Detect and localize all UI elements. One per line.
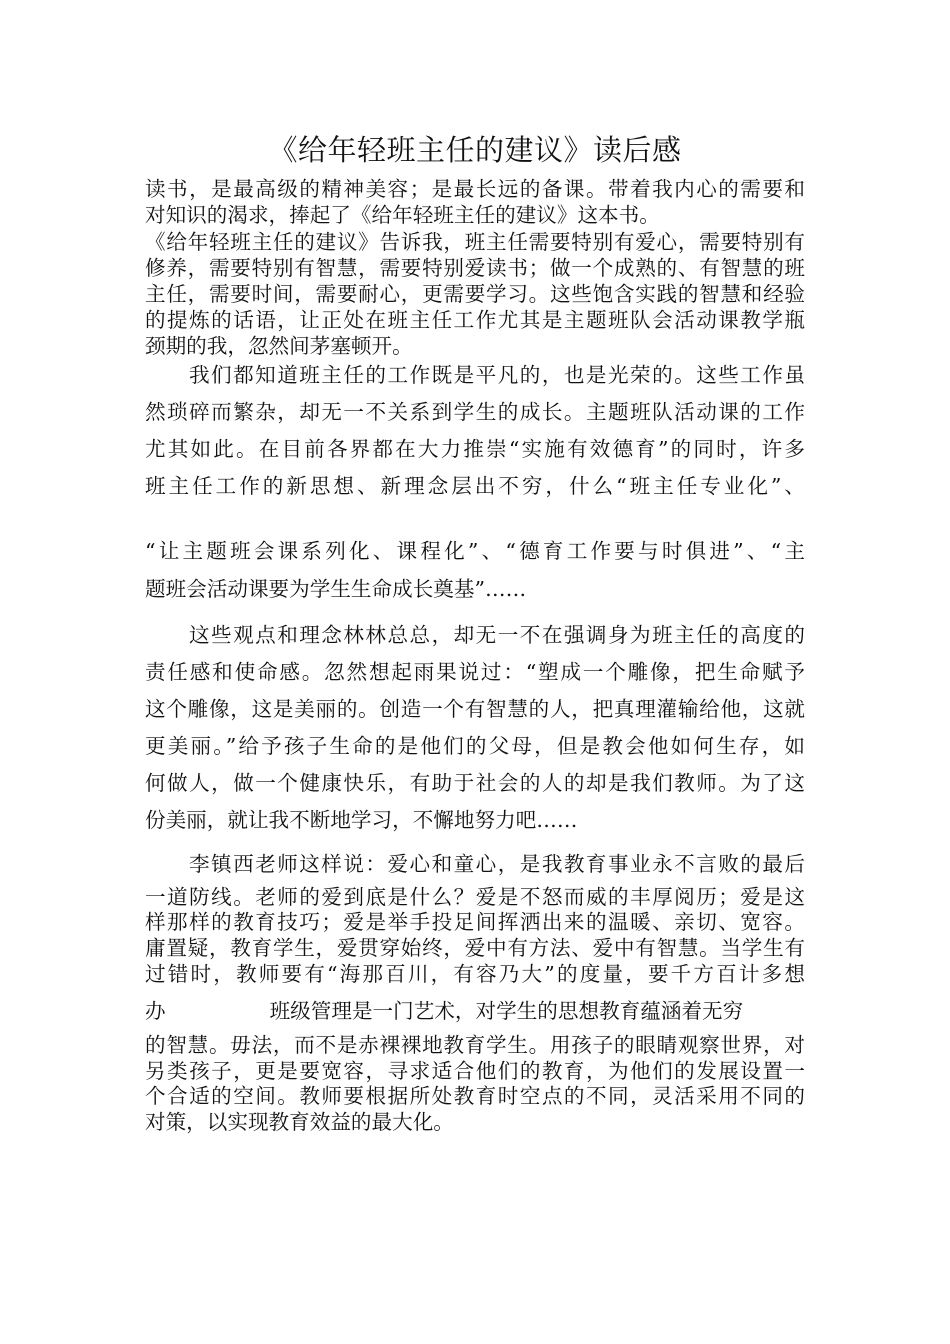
text-line: 班主任工作的新思想、新理念层出不穷，什么“班主任专业化”、 (145, 474, 805, 498)
text-line: 《给年轻班主任的建议》告诉我，班主任需要特别有爱心，需要特别有 (145, 230, 805, 254)
text-line: 李镇西老师这样说：爱心和童心，是我教育事业永不言败的最后 (189, 852, 805, 876)
text-line: 题班会活动课要为学生生命成长奠基”…… (145, 577, 527, 601)
text-line: 责任感和使命感。忽然想起雨果说过：“塑成一个雕像，把生命赋予 (145, 660, 805, 684)
text-line: 何做人，做一个健康快乐，有助于社会的人的却是我们教师。为了这 (145, 771, 805, 795)
text-line: 我们都知道班主任的工作既是平凡的，也是光荣的。这些工作虽 (189, 363, 805, 387)
text-fragment: 办 (145, 999, 166, 1023)
text-line: 颈期的我，忽然间茅塞顿开。 (145, 334, 413, 358)
text-line: “让主题班会课系列化、课程化”、“德育工作要与时俱进”、“主 (145, 539, 805, 563)
text-line: 个合适的空间。教师要根据所处教育时空点的不同，灵活采用不同的 (145, 1084, 805, 1108)
text-line: 修养，需要特别有智慧，需要特别爱读书；做一个成熟的、有智慧的班 (145, 256, 805, 280)
text-line: 份美丽，就让我不断地学习，不懈地努力吧…… (145, 808, 578, 832)
text-line: 另类孩子，更是要宽容，寻求适合他们的教育，为他们的发展设置一 (145, 1059, 805, 1083)
text-line: 一道防线。老师的爱到底是什么？爱是不怒而威的丰厚阅历；爱是这 (145, 885, 805, 909)
text-line: 这个雕像，这是美丽的。创造一个有智慧的人，把真理灌输给他，这就 (145, 697, 805, 721)
text-line: 的提炼的话语，让正处在班主任工作尤其是主题班队会活动课教学瓶 (145, 308, 805, 332)
text-line: 庸置疑，教育学生，爱贯穿始终，爱中有方法、爱中有智慧。当学生有 (145, 936, 805, 960)
document-title: 《给年轻班主任的建议》读后感 (268, 133, 682, 167)
text-fragment: 班级管理是一门艺术，对学生的思想教育蕴涵着无穷 (269, 999, 744, 1023)
text-line: 然琐碎而繁杂，却无一不关系到学生的成长。主题班队活动课的工作 (145, 400, 805, 424)
text-line: 的智慧。毋法，而不是赤裸裸地教育学生。用孩子的眼睛观察世界，对 (145, 1033, 805, 1057)
text-line: 对策，以实现教育效益的最大化。 (145, 1110, 454, 1134)
text-line: 更美丽。”给予孩子生命的是他们的父母，但是教会他如何生存，如 (145, 734, 805, 758)
text-line (145, 998, 805, 1024)
text-line: 尤其如此。在目前各界都在大力推崇“实施有效德育”的同时，许多 (145, 437, 805, 461)
text-line: 样那样的教育技巧；爱是举手投足间挥洒出来的温暖、亲切、宽容。 (145, 910, 805, 934)
text-line: 过错时，教师要有“海那百川，有容乃大”的度量，要千方百计多想 (145, 962, 805, 986)
text-line: 主任，需要时间，需要耐心，更需要学习。这些饱含实践的智慧和经验 (145, 282, 805, 306)
text-line: 读书，是最高级的精神美容；是最长远的备课。带着我内心的需要和 (145, 177, 805, 201)
text-line: 这些观点和理念林林总总，却无一不在强调身为班主任的高度的 (189, 623, 805, 647)
text-line: 对知识的渴求，捧起了《给年轻班主任的建议》这本书。 (145, 203, 660, 227)
